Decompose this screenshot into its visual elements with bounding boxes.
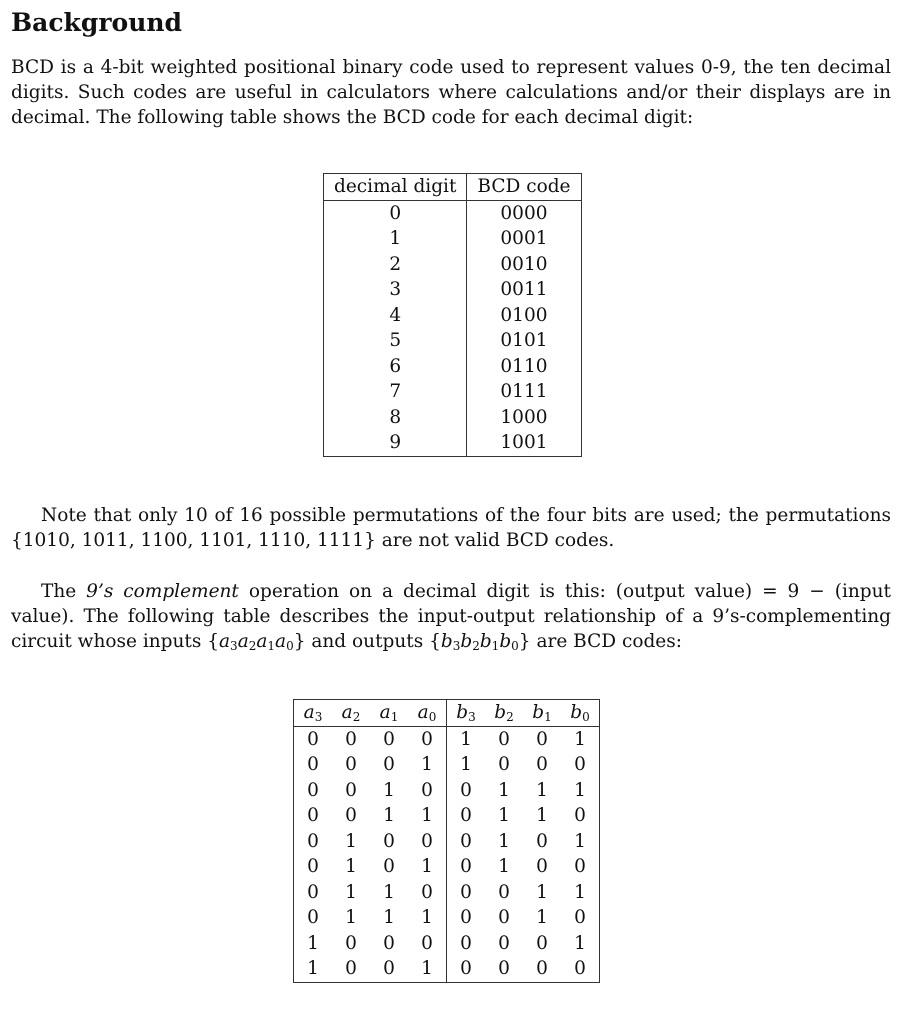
decimal-digit-cell: 4 <box>324 303 467 329</box>
truth-table-cell: 0 <box>536 830 548 852</box>
truth-table-cell: 0 <box>574 754 586 775</box>
truth-table-cell: 0 <box>408 880 447 906</box>
complement-text-d: } are BCD codes: <box>518 631 682 652</box>
header-variable: b <box>494 702 507 723</box>
decimal-digit-cell: 6 <box>324 354 467 380</box>
truth-table-row <box>294 803 600 829</box>
truth-table-cell: 0 <box>498 958 510 979</box>
truth-table-cell: 0 <box>536 856 548 877</box>
truth-table-cell: 1 <box>460 754 472 775</box>
truth-table-row <box>294 726 600 752</box>
header-subscript: 0 <box>582 710 590 724</box>
truth-table-cell: 0 <box>574 856 586 877</box>
note-paragraph: Note that only 10 of 16 possible permutations of the four bits are used; the permutations {1010, 1011, 1100, 1101, 1110, 1111} are not valid BCD codes. <box>11 505 891 551</box>
truth-table-row <box>294 829 600 855</box>
truth-table-cell: 0 <box>345 932 357 954</box>
truth-table-header-b3 <box>447 700 486 727</box>
truth-table-header-b2 <box>485 700 523 727</box>
header-subscript: 1 <box>544 710 552 724</box>
truth-table-cell: 0 <box>383 754 395 775</box>
truth-table-cell: 1 <box>574 728 586 750</box>
decimal-digit-cell: 3 <box>324 277 467 303</box>
truth-table-header-a2 <box>332 700 370 727</box>
truth-table-cell: 1 <box>383 779 395 801</box>
intro-paragraph: BCD is a 4-bit weighted positional binary code used to represent values 0-9, the ten decimal digits. Such codes are useful in calculators where calculations and/or their displays are in decimal. The following table shows the BCD code for each decimal digit: <box>11 57 891 128</box>
decimal-digit-cell: 0 <box>324 200 467 226</box>
bcd-code-cell: 1000 <box>500 406 548 428</box>
truth-table-cell: 0 <box>383 728 395 750</box>
truth-table-cell: 0 <box>574 805 586 826</box>
header-variable: a <box>379 702 391 723</box>
truth-table-cell: 0 <box>383 932 395 954</box>
truth-table-header-row <box>294 700 600 727</box>
truth-table-cell: 0 <box>498 754 510 775</box>
truth-table-cell: 1 <box>345 856 357 877</box>
header-subscript: 3 <box>468 710 476 724</box>
truth-table-row <box>294 854 600 880</box>
truth-table-cell: 1 <box>536 805 548 826</box>
bcd-code-cell: 0110 <box>500 355 548 377</box>
truth-table-cell: 1 <box>536 779 548 801</box>
header-subscript: 2 <box>352 710 361 724</box>
bcd-code-header: BCD code <box>467 174 581 201</box>
header-subscript: 0 <box>428 710 437 724</box>
truth-table-cell: 1 <box>383 805 395 826</box>
decimal-digit-cell: 9 <box>324 430 467 456</box>
truth-table-cell: 1 <box>498 856 510 877</box>
input-variables: $a_3a_2a_1a_0$ <box>219 631 294 653</box>
bcd-code-cell: 0011 <box>500 279 548 300</box>
truth-table-cell: 0 <box>345 805 357 826</box>
truth-table-row <box>294 905 600 931</box>
truth-table-cell: 0 <box>498 881 510 903</box>
bcd-table-row <box>324 200 582 226</box>
truth-table-cell: 0 <box>345 754 357 775</box>
truth-table-cell: 1 <box>345 881 357 903</box>
truth-table-cell: 1 <box>574 932 586 954</box>
truth-table-header-a3 <box>294 700 333 727</box>
truth-table-cell: 0 <box>307 907 319 928</box>
truth-table-row <box>294 752 600 778</box>
truth-table-cell: 0 <box>307 881 319 903</box>
bcd-code-cell: 0000 <box>500 202 548 224</box>
truth-table-cell: 0 <box>345 779 357 801</box>
truth-table-cell: 1 <box>574 779 586 801</box>
truth-table-cell: 0 <box>536 932 548 954</box>
complement-term: 9’s complement <box>86 581 239 602</box>
bcd-table-row <box>324 430 582 456</box>
truth-table-cell: 0 <box>408 931 447 957</box>
complement-text-c: } and outputs { <box>293 631 441 652</box>
truth-table-cell: 0 <box>460 856 472 877</box>
truth-table-header-a0 <box>408 700 447 727</box>
truth-table-cell: 0 <box>536 754 548 775</box>
section-heading: Background <box>11 8 183 37</box>
truth-table-cell: 0 <box>307 830 319 852</box>
bcd-table-row <box>324 226 582 252</box>
truth-table-cell: 0 <box>460 830 472 852</box>
decimal-digit-cell: 2 <box>324 252 467 278</box>
truth-table-cell: 0 <box>408 726 447 752</box>
truth-table-cell: 1 <box>574 830 586 852</box>
header-variable: a <box>341 702 353 723</box>
truth-table-cell: 1 <box>574 881 586 903</box>
truth-table-cell: 1 <box>408 956 447 982</box>
truth-table-cell: 1 <box>498 805 510 826</box>
decimal-digit-cell: 7 <box>324 379 467 405</box>
bcd-code-cell: 0101 <box>500 330 548 351</box>
truth-table-header-a1 <box>370 700 408 727</box>
bcd-code-cell: 0100 <box>500 304 548 326</box>
truth-table-row <box>294 778 600 804</box>
bcd-table-row <box>324 328 582 354</box>
bcd-table-row <box>324 354 582 380</box>
truth-table-cell: 0 <box>307 728 319 750</box>
truth-table-cell: 1 <box>345 830 357 852</box>
truth-table-body <box>294 726 600 982</box>
header-subscript: 1 <box>390 710 399 724</box>
truth-table-cell: 0 <box>574 958 586 979</box>
truth-table-cell: 0 <box>460 805 472 826</box>
bcd-code-cell: 0111 <box>500 381 548 402</box>
truth-table-header-b0 <box>561 700 600 727</box>
header-subscript: 3 <box>314 710 323 724</box>
truth-table-cell: 0 <box>536 728 548 750</box>
truth-table-cell: 0 <box>383 856 395 877</box>
truth-table-cell: 1 <box>345 907 357 928</box>
bcd-table-row <box>324 405 582 431</box>
bcd-table-row <box>324 379 582 405</box>
bcd-table-header-row <box>324 174 582 201</box>
truth-table-cell: 0 <box>408 829 447 855</box>
decimal-digit-cell: 1 <box>324 226 467 252</box>
truth-table-cell: 0 <box>460 907 472 928</box>
truth-table-cell: 1 <box>536 907 548 928</box>
output-variables: $b_3b_2b_1b_0$ <box>440 631 519 653</box>
bcd-code-table <box>323 173 582 457</box>
decimal-digit-header: decimal digit <box>324 174 467 201</box>
truth-table-cell: 0 <box>307 754 319 775</box>
truth-table-cell: 1 <box>408 803 447 829</box>
truth-table-cell: 0 <box>460 779 472 801</box>
bcd-code-cell: 0010 <box>500 253 548 275</box>
truth-table-cell: 0 <box>408 778 447 804</box>
bcd-table-row <box>324 252 582 278</box>
truth-table-cell: 1 <box>307 932 319 954</box>
bcd-table-row <box>324 277 582 303</box>
bcd-code-cell: 1001 <box>500 432 548 453</box>
truth-table-row <box>294 880 600 906</box>
truth-table-cell: 0 <box>307 856 319 877</box>
header-subscript: 2 <box>506 710 514 724</box>
bcd-table-row <box>324 303 582 329</box>
truth-table-row <box>294 956 600 982</box>
truth-table-cell: 0 <box>345 728 357 750</box>
complement-paragraph <box>11 579 891 654</box>
truth-table-cell: 0 <box>460 881 472 903</box>
truth-table-cell: 0 <box>498 932 510 954</box>
complement-text-b: operation on a decimal digit is this: (output value) = 9 − (input value). The following table describes the input-output relationship of a 9’s-complementing circuit whose inputs { <box>11 581 891 652</box>
truth-table-cell: 1 <box>498 779 510 801</box>
truth-table-cell: 1 <box>460 728 472 750</box>
truth-table-cell: 0 <box>307 805 319 826</box>
truth-table-cell: 0 <box>460 932 472 954</box>
truth-table-cell: 0 <box>498 907 510 928</box>
bcd-code-cell: 0001 <box>500 228 548 249</box>
truth-table-cell: 1 <box>383 907 395 928</box>
truth-table-cell: 1 <box>408 854 447 880</box>
header-variable: b <box>532 702 545 723</box>
complement-text-a: The <box>41 581 87 602</box>
truth-table-cell: 1 <box>408 905 447 931</box>
truth-table-cell: 0 <box>536 958 548 979</box>
nines-complement-truth-table <box>293 699 600 983</box>
truth-table-cell: 1 <box>383 881 395 903</box>
truth-table-cell: 0 <box>574 907 586 928</box>
truth-table-header-b1 <box>523 700 561 727</box>
truth-table-cell: 0 <box>383 958 395 979</box>
header-variable: a <box>417 702 429 723</box>
truth-table-cell: 1 <box>408 752 447 778</box>
truth-table-cell: 0 <box>498 728 510 750</box>
truth-table-row <box>294 931 600 957</box>
header-variable: b <box>570 702 583 723</box>
truth-table-cell: 0 <box>345 958 357 979</box>
truth-table-cell: 1 <box>498 830 510 852</box>
truth-table-cell: 1 <box>536 881 548 903</box>
header-variable: a <box>303 702 315 723</box>
header-variable: b <box>456 702 469 723</box>
truth-table-cell: 1 <box>307 958 319 979</box>
decimal-digit-cell: 8 <box>324 405 467 431</box>
truth-table-cell: 0 <box>307 779 319 801</box>
truth-table-cell: 0 <box>460 958 472 979</box>
bcd-table-body <box>324 200 582 456</box>
decimal-digit-cell: 5 <box>324 328 467 354</box>
truth-table-cell: 0 <box>383 830 395 852</box>
